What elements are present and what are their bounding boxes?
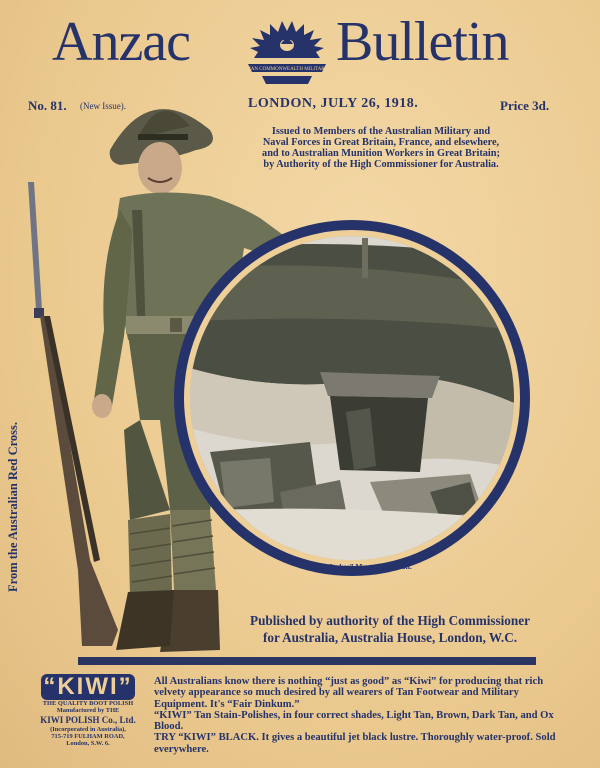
published-line-2: for Australia, Australia House, London, W.C. — [262, 630, 518, 645]
issue-date: LONDON, JULY 26, 1918. — [248, 96, 419, 111]
kiwi-manufactured-by: Manufactured by THE — [56, 707, 120, 714]
advert-paragraph-2: “KIWI” Tan Stain-Polishes, in four correct shades, Light Tan, Brown, Dark Tan, and Ox Blood. — [154, 709, 554, 733]
kiwi-advert-text — [154, 676, 558, 755]
issue-number: No. 81. — [28, 98, 67, 113]
published-notice — [222, 612, 558, 646]
kiwi-logo: “KIWI” — [41, 674, 135, 700]
published-line-1: Published by authority of the High Commissioner — [250, 613, 530, 628]
kiwi-incorporated: (Incorporated in Australia), — [50, 726, 126, 733]
mortar-photo-frame — [170, 212, 534, 584]
red-cross-credit: From the Australian Red Cross. — [6, 421, 20, 592]
kiwi-address: 715-719 FULHAM ROAD, — [51, 733, 125, 740]
issue-price: Price 3d. — [500, 98, 550, 113]
advert-paragraph-3: TRY “KIWI” BLACK. It gives a beautiful jet black lustre. Thoroughly water-proof. Sold everywhere. — [154, 732, 556, 755]
masthead-title-right: Bulletin — [336, 11, 509, 73]
issued-notice: Issued to Members of the Australian Military and Naval Forces in Great Britain, France, and elsewhere, and to Australian Munition Workers in Great Britain; by Authority of the High Commissioner for Australia. — [262, 126, 500, 170]
kiwi-advert-logo-box — [30, 670, 146, 762]
masthead-title-left: Anzac — [52, 11, 191, 73]
mortar-photo — [170, 212, 534, 584]
photo-caption: A “Stokes” Mortar in Action. — [318, 562, 412, 571]
badge-text: AUSTRALIAN COMMONWEALTH MILITARY FORCES — [226, 67, 348, 72]
advert-paragraph-1: All Australians know there is nothing “just as good” as “Kiwi” for producing that rich velvety appearance so much desired by all wearers of Tan Footwear and Military Equipment. It's “Fair Dinkum.” — [154, 676, 544, 710]
kiwi-company: KIWI POLISH Co., Ltd. — [40, 715, 136, 725]
issue-edition: (New Issue). — [80, 101, 126, 111]
rising-sun-badge-icon — [226, 18, 348, 90]
divider-rule — [78, 657, 536, 665]
kiwi-city: London, S.W. 6. — [66, 740, 110, 747]
kiwi-tagline: THE QUALITY BOOT POLISH — [42, 700, 134, 707]
